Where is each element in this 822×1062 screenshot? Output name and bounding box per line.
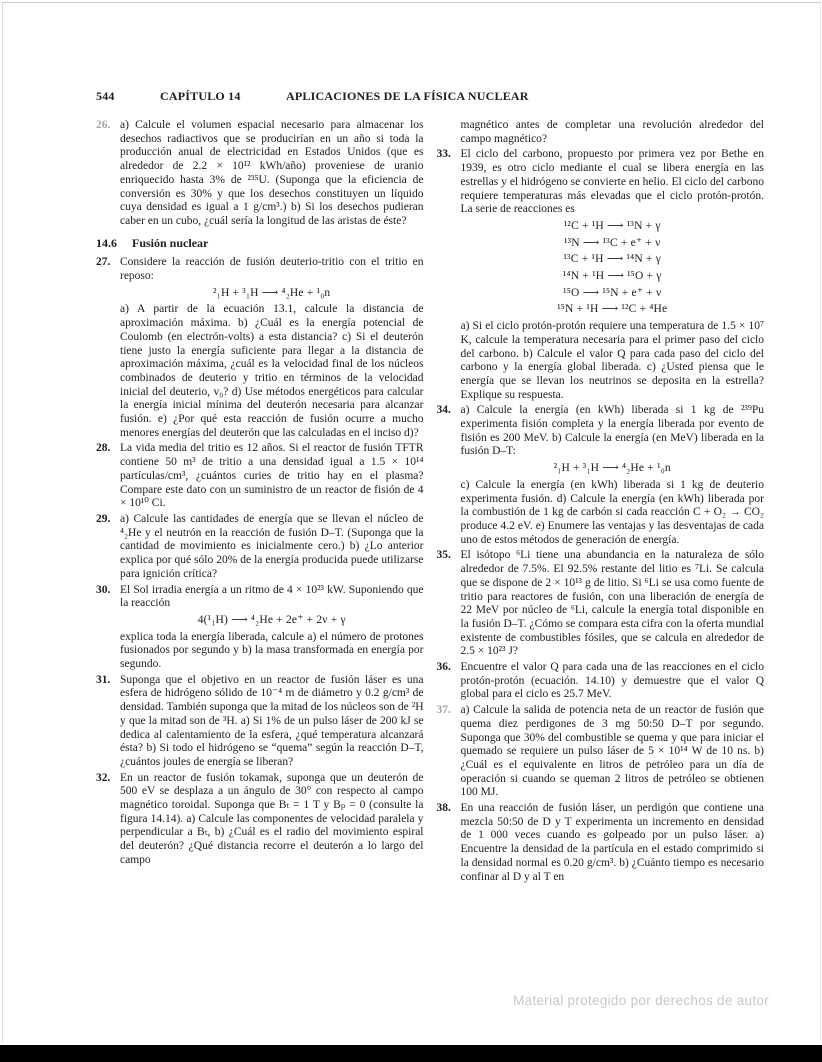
problem-body	[120, 513, 424, 582]
problem-text: El ciclo del carbono, propuesto por primera vez por Bethe en 1939, es otro ciclo mediante el cual se libera energía en las estrellas y el hidrógeno se convierte en helio. El ciclo del carbono requiere temperaturas más elevadas que el ciclo protón-protón. La serie de reacciones es	[460, 148, 764, 216]
problem-body	[461, 549, 765, 659]
problem-item	[437, 802, 765, 884]
problem-item	[96, 674, 424, 770]
problem-item	[96, 442, 424, 511]
problem-item	[437, 404, 765, 547]
problem-body	[461, 661, 765, 702]
page-header	[96, 89, 529, 104]
page-content	[96, 119, 764, 886]
problem-text: a) Calcule las cantidades de energía que se llevan el núcleo de ⁴₂He y el neutrón en la reacción de fusión D–T. (Suponga que la cantidad de movimiento es inicialmente cero.) b) ¿Lo anterior explica por qué sólo 20% de la energía producida puede utilizarse para ignición crítica?	[120, 512, 424, 580]
chapter-label: CAPÍTULO 14	[160, 89, 241, 103]
problem-number: 31.	[96, 673, 111, 686]
problem-item	[96, 256, 424, 440]
problem-text: a) Calcule la energía (en kWh) liberada si 1 kg de ²³⁹Pu experimenta fisión completa y la energía liberada por evento de fisión es 200 MeV. b) Calcule la energía (en MeV) liberada en la fusión D–T:	[460, 404, 764, 458]
problem-body	[120, 119, 424, 229]
problem-item	[96, 513, 424, 582]
equation: ²₁H + ³₁H ⟶ ⁴₂He + ¹₀n	[553, 462, 671, 475]
problem-text: a) Calcule la salida de potencia neta de un reactor de fusión que quema diez perdigones de 3 mg 50:50 D–T por segundo. Suponga que 30% del combustible se quema y que para iniciar el quemado se requiere un pulso láser de 5 × 10¹⁴ W de 10 ns. b) ¿Cuál es el equivalente en litros de petróleo para un día de operación si cuando se queman 2 litros de petróleo se obtienen 100 MJ.	[460, 704, 764, 799]
problem-number: 32.	[96, 771, 111, 784]
equation: ¹³N ⟶ ¹³C + e⁺ + ν	[564, 236, 661, 249]
problem-body	[120, 256, 424, 440]
problem-number: 38.	[436, 802, 451, 815]
page-number: 544	[96, 89, 115, 103]
right-column	[437, 119, 765, 886]
problem-item	[96, 584, 424, 672]
equation: ¹⁴N + ¹H ⟶ ¹⁵O + γ	[562, 270, 662, 283]
problem-text: En un reactor de fusión tokamak, suponga que un deuterón de 500 eV se desplaza a un ángulo de 30° con respecto al campo magnético toroidal. Suponga que Bₜ = 1 T y Bₚ = 0 (consulte la figura 14.14). a) Calcule las componentes de velocidad paralela y perpendicular a Bₜ, b) ¿Cuál es el radio del movimiento espiral del deuterón? ¿Qué distancia recorre el deuterón a lo largo del campo	[120, 771, 424, 866]
equation: ¹⁵O ⟶ ¹⁵N + e⁺ + ν	[563, 286, 662, 299]
problem-text: a) A partir de la ecuación 13.1, calcule la distancia de aproximación máxima. b) ¿Cuál es la energía potencial de Coulomb (en electrón-volts) a esta distancia? c) Si el deuterón tiene justo la energía suficiente para llegar a la distancia de aproximación máxima, ¿cuál es la velocidad final de los núcleos combinados de deuterio y tritio en términos de la velocidad inicial del deuterio, v₀? d) Use métodos energéticos para calcular la energía inicial mínima del deuterón necesaria para alcanzar fusión. e) ¿Por qué esta reacción de fusión ocurre a mucho menores energías del deuterón que las calculadas en el inciso d)?	[120, 303, 424, 439]
problem-number: 29.	[96, 512, 111, 525]
problem-body	[120, 674, 424, 770]
problem-number: 30.	[96, 583, 111, 596]
problem-number: 34.	[436, 404, 451, 417]
problem-body	[120, 584, 424, 672]
problem-text: a) Calcule el volumen espacial necesario para almacenar los desechos radiactivos que se producirían en un año si toda la producción anual de electricidad en Estados Unidos (que es alrededor de 2.2 × 10¹² kWh/año) proveniese de uranio enriquecido hasta 3% de ²³⁵U. (Suponga que la eficiencia de conversión es 30% y que los desechos constituyen un líquido cuya densidad es igual a 1 g/cm³.) b) Si los desechos pudieran caber en un cubo, ¿cuál sería la longitud de las aristas de éste?	[120, 119, 424, 227]
problem-item	[96, 772, 424, 868]
problem-item	[437, 148, 765, 402]
equation: ¹⁵N + ¹H ⟶ ¹²C + ⁴He	[557, 303, 668, 316]
problem-item	[437, 661, 765, 702]
problem-text: El Sol irradia energía a un ritmo de 4 × 10²³ kW. Suponiendo que la reacción	[120, 583, 424, 610]
problem-text: El isótopo ⁶Li tiene una abundancia en la naturaleza de sólo alrededor de 7.5%. El 92.5% restante del litio es ⁷Li. Se calcula que se dispone de 2 × 10¹³ g de litio. Si ⁶Li se usa como fuente de tritio para reactores de fusión, con una liberación de energía de 22 MeV por núcleo de ⁶Li, calcule la energía total disponible en la fusión D–T. ¿Cómo se compara esta cifra con la oferta mundial existente de combustibles fósiles, que se calcula en alrededor de 2.5 × 10²³ J?	[460, 549, 764, 658]
section-title: Fusión nuclear	[132, 235, 209, 250]
problem-text: En una reacción de fusión láser, un perdigón que contiene una mezcla 50:50 de D y T experimenta un incremento en densidad de 1 000 veces cuando es golpeado por un pulso láser. a) Encuentre la densidad de la partícula en el estado comprimido si la densidad normal es 0.20 g/cm³. b) ¿Cuánto tiempo es necesario confinar al D y al T en	[460, 802, 764, 883]
equation: ¹³C + ¹H ⟶ ¹⁴N + γ	[563, 253, 661, 266]
problem-continuation	[437, 119, 765, 146]
problem-text: La vida media del tritio es 12 años. Si el reactor de fusión TFTR contiene 50 m³ de tritio a una densidad igual a 1.5 × 10¹⁴ partículas/cm³, ¿cuántos curies de tritio hay en el plasma? Compare este dato con un suministro de un reactor de fisión de 4 × 10¹⁰ Ci.	[120, 442, 424, 510]
problem-item	[96, 119, 424, 229]
section-number: 14.6	[96, 235, 117, 250]
problem-body	[461, 148, 765, 402]
problem-body	[120, 442, 424, 511]
problem-body	[461, 704, 765, 800]
equation: ¹²C + ¹H ⟶ ¹³N + γ	[563, 219, 661, 232]
problem-text: magnético antes de completar una revolución alrededor del campo magnético?	[460, 119, 764, 145]
problem-text: Encuentre el valor Q para cada una de las reacciones en el ciclo protón-protón (ecuación. 14.10) y demuestre que el valor Q global para el ciclo es 25.7 MeV.	[460, 661, 764, 701]
problem-number: 27.	[96, 256, 111, 269]
problem-number: 33.	[436, 148, 451, 161]
section-heading	[96, 237, 424, 251]
problem-number: 35.	[436, 549, 451, 562]
problem-body	[120, 772, 424, 868]
problem-number: 36.	[436, 661, 451, 674]
problem-text: a) Si el ciclo protón-protón requiere una temperatura de 1.5 × 10⁷ K, calcule la temperatura necesaria para el primer paso del ciclo del carbono. b) Calcule el valor Q para cada paso del ciclo del carbono y la energía global liberada. c) ¿Usted piensa que le energía que se llevan los neutrinos se deposita en la estrella? Explique su respuesta.	[460, 320, 764, 401]
problem-body	[461, 802, 765, 884]
equation: 4(¹₁H) ⟶ ⁴₂He + 2e⁺ + 2ν + γ	[197, 613, 346, 626]
problem-body	[461, 119, 765, 146]
chapter-title: APLICACIONES DE LA FÍSICA NUCLEAR	[286, 89, 529, 103]
problem-item	[437, 704, 765, 800]
problem-item	[437, 549, 765, 659]
equation: ²₁H + ³₁H ⟶ ⁴₂He + ¹₀n	[213, 286, 331, 299]
copyright-watermark: Material protegido por derechos de autor	[513, 993, 769, 1008]
problem-text: c) Calcule la energía (en kWh) liberada si 1 kg de deuterio experimenta fusión. d) Calcule la energía (en kWh) liberada por la combustión de 1 kg de carbón si cada reacción C + O₂ → CO₂ produce 4.2 eV. e) Enumere las ventajas y las desventajas de cada uno de estos métodos de generación de energía.	[460, 478, 764, 546]
problem-body	[461, 404, 765, 547]
problem-number: 26.	[96, 119, 111, 131]
problem-text: explica toda la energía liberada, calcule a) el número de protones fusionados por segundo y b) la masa transformada en energía por segundo.	[120, 630, 424, 671]
problem-number: 37.	[436, 704, 451, 717]
problem-text: Suponga que el objetivo en un reactor de fusión láser es una esfera de hidrógeno sólido de 10⁻⁴ m de diámetro y 0.2 g/cm³ de densidad. También suponga que la mitad de los núcleos son de ²H y que la mitad son de ³H. a) Si 1% de un pulso láser de 200 kJ se dedica al calentamiento de la esfera, ¿qué temperatura alcanzará ésta? b) Si todo el hidrógeno se “quema” según la reacción D–T, ¿cuántos joules de energía se liberan?	[120, 673, 424, 768]
problem-text: Considere la reacción de fusión deuterio-tritio con el tritio en reposo:	[120, 256, 424, 283]
problem-number: 28.	[96, 442, 111, 455]
bottom-bar	[0, 1045, 822, 1062]
left-column	[96, 119, 424, 886]
